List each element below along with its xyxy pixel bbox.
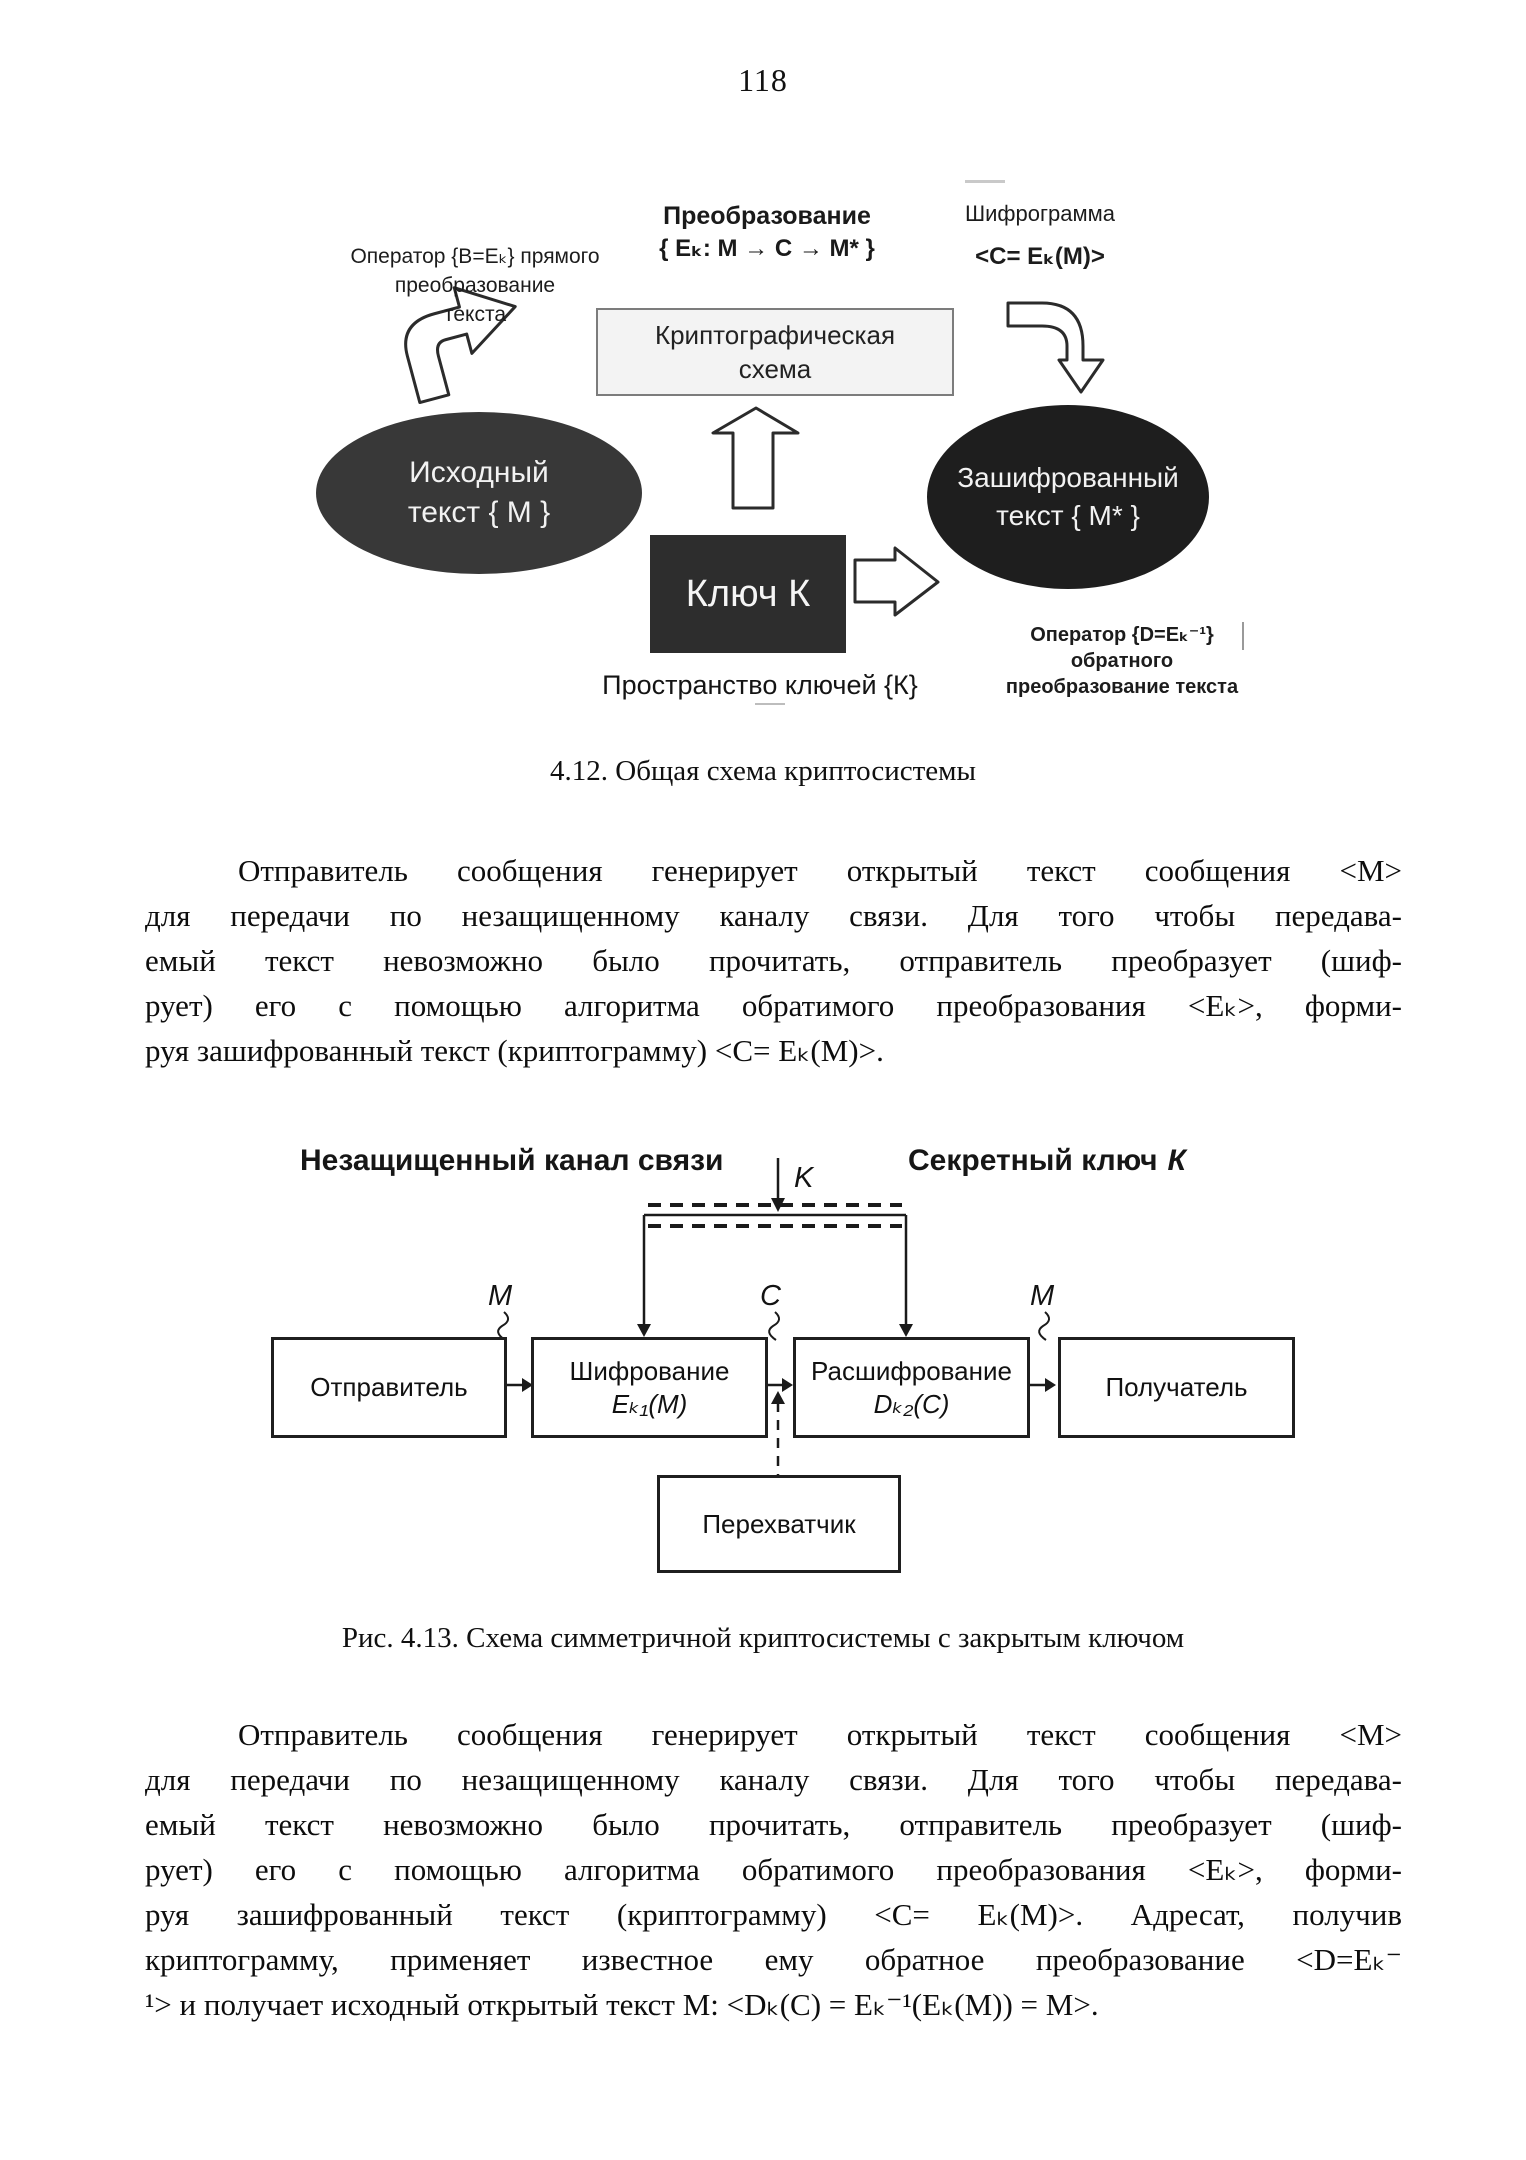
sender-box <box>271 1337 507 1438</box>
c-squiggle <box>769 1312 779 1340</box>
ciphergram-formula: <C= Eₖ(M)> <box>975 243 1105 270</box>
body-line: рует) его с помощью алгоритма обратимого преобразования <Eₖ>, форми- <box>145 1852 1402 1887</box>
page-number: 118 <box>738 62 788 98</box>
forward-operator-line1: Оператор {B=Eₖ} прямого <box>350 245 600 268</box>
message-label-m2: M <box>1030 1280 1055 1312</box>
figure-4-13-caption: Рис. 4.13. Схема симметричной криптосистемы с закрытым ключом <box>341 1622 1185 1654</box>
m1-squiggle <box>498 1312 508 1340</box>
encrypted-text-line2: текст { M* } <box>996 500 1140 531</box>
body-line: емый текст невозможно было прочитать, отправитель преобразует (шиф- <box>145 1807 1402 1842</box>
scheme-box-line2: схема <box>738 354 812 384</box>
body-line: рует) его с помощью алгоритма обратимого преобразования <Eₖ>, форми- <box>145 988 1402 1023</box>
body-line: руя зашифрованный текст (криптограмму) <C= Eₖ(M)>. Адресат, получив <box>145 1897 1402 1932</box>
sender-label: Отправитель <box>310 1372 468 1402</box>
decrypt-box <box>793 1337 1030 1438</box>
source-text-line1: Исходный <box>409 456 549 489</box>
transform-formula: { Eₖ: M → C → M* } <box>659 235 875 262</box>
scan-artifact-dash <box>965 180 1005 183</box>
transform-title: Преобразование <box>663 202 871 230</box>
encrypt-formula: Eₖ₁(M) <box>611 1388 688 1419</box>
body-line: емый текст невозможно было прочитать, отправитель преобразует (шиф- <box>145 943 1402 978</box>
cryptographic-scheme-box <box>596 308 954 396</box>
key-drop-right-head <box>899 1324 913 1337</box>
key-box-label: Ключ К <box>685 572 811 615</box>
key-to-scheme-up-arrow <box>713 408 798 508</box>
encrypted-text-line1: Зашифрованный <box>957 462 1179 493</box>
body-line: руя зашифрованный текст (криптограмму) <C= Eₖ(M)>. <box>145 1033 884 1068</box>
body-line: ¹> и получает исходный открытый текст M: <Dₖ(C) = Eₖ⁻¹(Eₖ(M)) = M>. <box>145 1987 1099 2022</box>
decrypt-formula: Dₖ₂(C) <box>873 1388 950 1419</box>
inverse-operator-line1: Оператор {D=Eₖ⁻¹} обратного <box>1030 624 1214 672</box>
forward-operator-line2: преобразование <box>394 274 556 297</box>
scan-artifact-tick <box>1242 622 1244 650</box>
inverse-operator-line2: преобразование текста <box>1005 676 1239 698</box>
figure-4-12-cryptosystem-scheme <box>230 170 1330 730</box>
figure-4-13-symmetric-scheme <box>250 1100 1350 1580</box>
ciphergram-title: Шифрограмма <box>964 201 1115 226</box>
interceptor-arrowhead <box>771 1391 785 1404</box>
inverse-operator-label <box>1002 622 1242 700</box>
secret-key-text: Секретный ключ <box>908 1144 1158 1177</box>
secret-key-k: К <box>1167 1144 1186 1177</box>
paragraph-2 <box>145 1712 1402 2027</box>
key-space-label: Пространство ключей {К} <box>602 670 918 700</box>
forward-operator-line3: текста <box>443 303 507 326</box>
secret-key-label <box>908 1144 1186 1178</box>
body-line: для передачи по незащищенному каналу связи. Для того чтобы передава- <box>145 898 1402 933</box>
transform-label <box>607 200 927 266</box>
scan-artifact-dash2 <box>755 703 785 705</box>
encrypt-title: Шифрование <box>569 1355 730 1386</box>
flow-arrow-3-head <box>1045 1378 1056 1392</box>
encrypt-box <box>531 1337 768 1438</box>
interceptor-box <box>657 1475 901 1573</box>
key-to-ciphertext-right-arrow <box>855 548 938 615</box>
source-text-line2: текст { M } <box>407 496 551 529</box>
ciphertext-curved-arrow <box>1008 303 1103 392</box>
message-label-m1: M <box>488 1280 513 1312</box>
body-line: криптограмму, применяет известное ему обратное преобразование <D=Eₖ⁻ <box>145 1942 1402 1977</box>
decrypt-title: Расшифрование <box>811 1355 1012 1386</box>
body-line: Отправитель сообщения генерирует открытый текст сообщения <М> <box>238 1717 1402 1752</box>
body-line: Отправитель сообщения генерирует открытый текст сообщения <М> <box>238 853 1402 888</box>
ciphergram-label <box>890 200 1190 271</box>
scheme-box-line1: Криптографическая <box>654 320 896 350</box>
figure-4-12-caption: 4.12. Общая схема криптосистемы <box>550 755 976 787</box>
channel-label: Незащищенный канал связи <box>300 1144 724 1177</box>
paragraph-1 <box>145 848 1402 1073</box>
source-text-ellipse <box>316 412 642 574</box>
encrypted-text-ellipse <box>927 405 1209 589</box>
interceptor-label: Перехватчик <box>702 1508 856 1539</box>
receiver-label: Получатель <box>1105 1372 1248 1402</box>
m2-squiggle <box>1039 1312 1049 1340</box>
message-label-c: C <box>760 1280 781 1312</box>
body-line: для передачи по незащищенному каналу связи. Для того чтобы передава- <box>145 1762 1402 1797</box>
key-drop-left-head <box>637 1324 651 1337</box>
key-box <box>650 535 846 653</box>
flow-arrow-2-head <box>782 1378 793 1392</box>
k-arrow-label: K <box>794 1162 814 1194</box>
forward-operator-label <box>345 242 605 329</box>
receiver-box <box>1058 1337 1295 1438</box>
